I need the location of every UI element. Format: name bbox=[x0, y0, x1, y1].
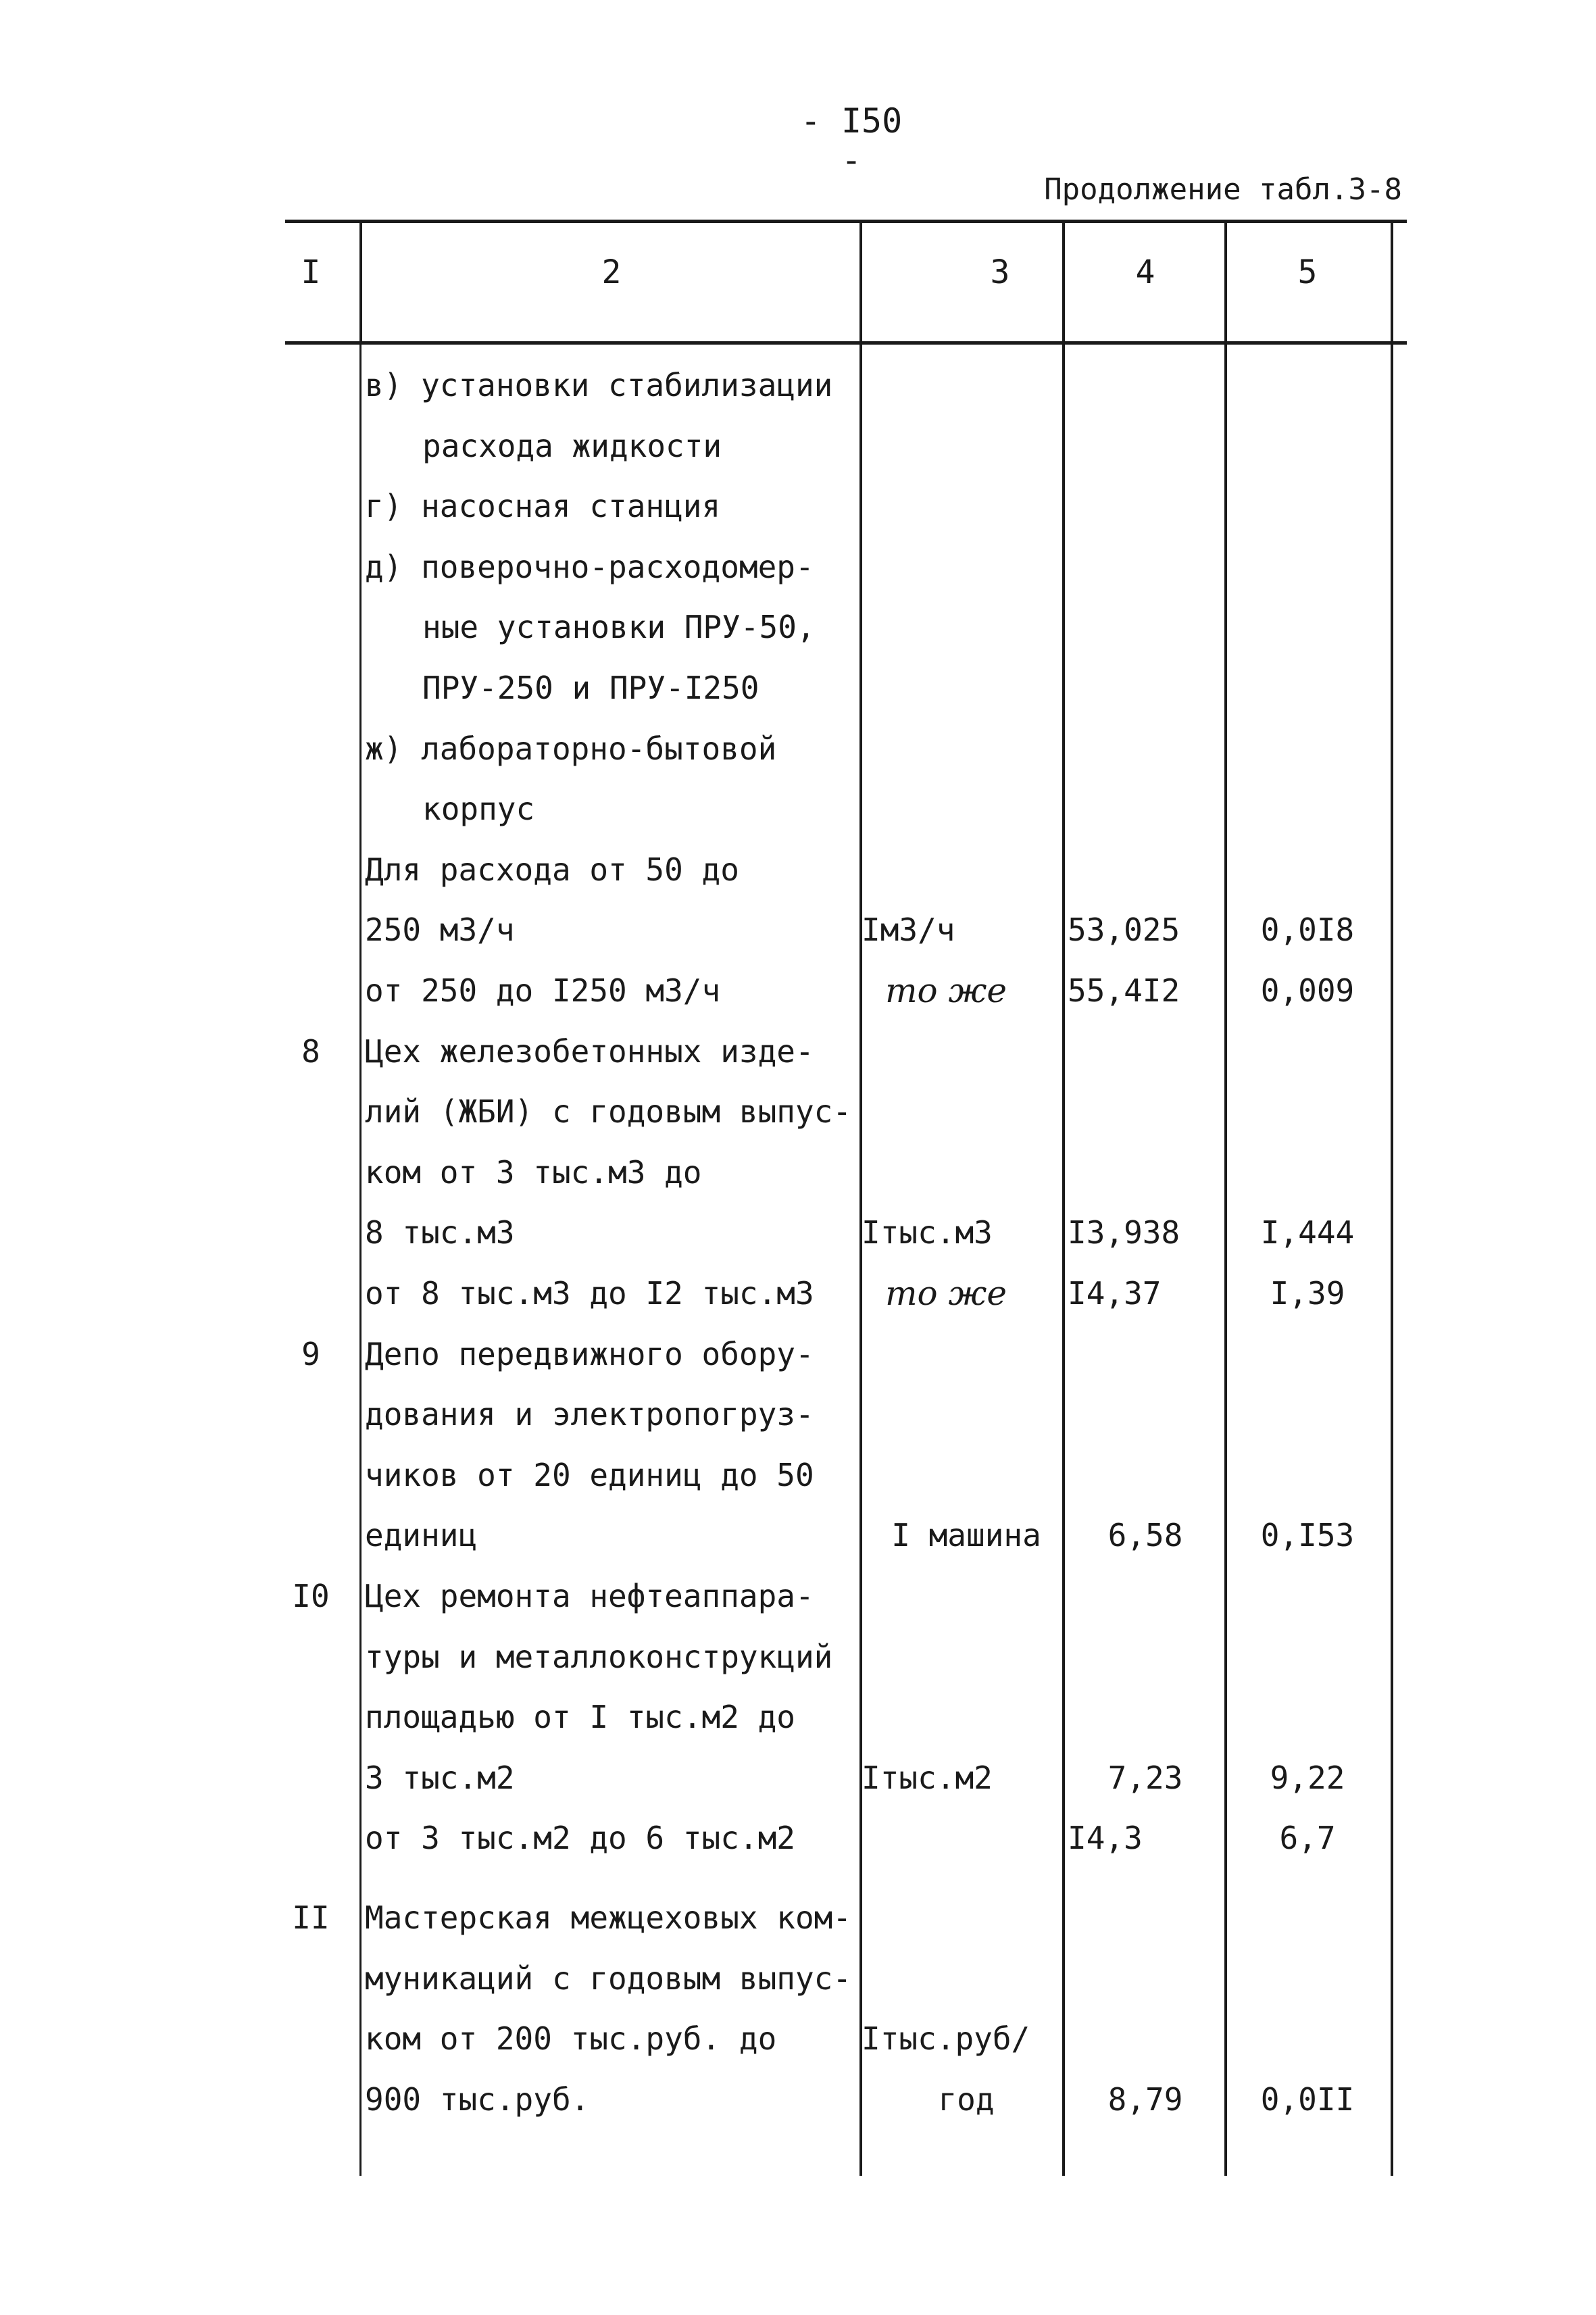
table-cell-description: чиков от 20 единиц до 50 bbox=[365, 1457, 814, 1493]
table-cell-description: ком от 200 тыс.руб. до bbox=[365, 2020, 777, 2057]
table-cell-description: Цех ремонта нефтеаппара- bbox=[365, 1578, 814, 1614]
table-cell-value-4: I4,3 bbox=[1068, 1820, 1143, 1856]
table-cell-description: лий (ЖБИ) с годовым выпус- bbox=[365, 1093, 852, 1130]
table-cell-unit: Iтыс.руб/ bbox=[862, 2020, 1030, 2057]
table-cell-value-5: 6,7 bbox=[1279, 1820, 1336, 1856]
table-cell-description: 900 тыс.руб. bbox=[365, 2081, 590, 2118]
table-cell-value-4: 55,4I2 bbox=[1068, 972, 1180, 1009]
table-cell-description: от 250 до I250 м3/ч bbox=[365, 972, 721, 1009]
table-cell-description: 8 тыс.м3 bbox=[365, 1214, 515, 1251]
table-cell-value-5: 0,009 bbox=[1260, 972, 1355, 1009]
table-cell-description: от 3 тыс.м2 до 6 тыс.м2 bbox=[365, 1820, 795, 1856]
table-cell-description: ПРУ-250 и ПРУ-I250 bbox=[422, 670, 759, 706]
table-cell-value-4: 6,58 bbox=[1107, 1517, 1183, 1553]
table-cell-value-5: 0,0II bbox=[1260, 2081, 1355, 2118]
column-divider-2 bbox=[859, 223, 862, 2176]
table-header-rule bbox=[285, 341, 1407, 345]
column-divider-3 bbox=[1062, 223, 1065, 2176]
table-caption: Продолжение табл.3-8 bbox=[1044, 172, 1402, 207]
table-cell-description: туры и металлоконструкций bbox=[365, 1639, 833, 1675]
table-cell-number: II bbox=[292, 1899, 330, 1936]
table-cell-number: I0 bbox=[292, 1578, 330, 1614]
table-cell-description: 250 м3/ч bbox=[365, 912, 515, 948]
column-divider-4 bbox=[1224, 223, 1227, 2176]
table-cell-description: 3 тыс.м2 bbox=[365, 1760, 515, 1796]
table-cell-description: ж) лабораторно-бытовой bbox=[365, 730, 777, 767]
table-cell-value-5: 9,22 bbox=[1270, 1760, 1345, 1796]
table-cell-unit: Iтыс.м2 bbox=[862, 1760, 993, 1796]
table-cell-unit: I машина bbox=[891, 1517, 1041, 1553]
column-divider-5 bbox=[1391, 223, 1393, 2176]
table-cell-value-5: 0,I53 bbox=[1260, 1517, 1355, 1553]
table-cell-value-4: 53,025 bbox=[1068, 912, 1180, 948]
table-cell-unit: год bbox=[938, 2081, 995, 2118]
column-header-3: 3 bbox=[990, 253, 1010, 291]
table-cell-description: площадью от I тыс.м2 до bbox=[365, 1699, 795, 1735]
table-top-rule bbox=[285, 220, 1407, 223]
table-cell-description: ные установки ПРУ-50, bbox=[422, 609, 816, 645]
table-cell-description: Цех железобетонных изде- bbox=[365, 1033, 814, 1070]
table-cell-description: г) насосная станция bbox=[365, 488, 721, 524]
table-cell-value-4: 7,23 bbox=[1107, 1760, 1183, 1796]
table-cell-value-5: 0,0I8 bbox=[1260, 912, 1355, 948]
table-cell-description: единиц bbox=[365, 1517, 478, 1553]
table-cell-description: в) установки стабилизации bbox=[365, 367, 833, 403]
table-cell-value-4: 8,79 bbox=[1107, 2081, 1183, 2118]
table-cell-description: Мастерская межцеховых ком- bbox=[365, 1899, 852, 1936]
table-cell-description: Депо передвижного обору- bbox=[365, 1336, 814, 1372]
table-cell-description: от 8 тыс.м3 до I2 тыс.м3 bbox=[365, 1275, 814, 1312]
table-cell-description: ком от 3 тыс.м3 до bbox=[365, 1154, 702, 1191]
table-cell-description: корпус bbox=[422, 791, 535, 827]
column-header-4: 4 bbox=[1135, 253, 1155, 291]
table-cell-description: расхода жидкости bbox=[422, 428, 722, 464]
table-cell-value-4: I4,37 bbox=[1068, 1275, 1162, 1312]
table-cell-value-5: I,444 bbox=[1260, 1214, 1355, 1251]
table-cell-unit: Iм3/ч bbox=[862, 912, 955, 948]
table-cell-value-4: I3,938 bbox=[1068, 1214, 1180, 1251]
table-cell-unit: то же bbox=[885, 971, 1007, 1010]
table-cell-value-5: I,39 bbox=[1270, 1275, 1345, 1312]
table-cell-description: д) поверочно-расходомер- bbox=[365, 549, 814, 585]
table-cell-description: дования и электропогруз- bbox=[365, 1396, 814, 1433]
table-cell-unit: Iтыс.м3 bbox=[862, 1214, 993, 1251]
table-cell-description: муникаций с годовым выпус- bbox=[365, 1960, 852, 1997]
column-divider-1 bbox=[359, 223, 362, 341]
column-header-2: 2 bbox=[601, 253, 622, 291]
page-number: - I50 - bbox=[800, 101, 903, 180]
table-cell-description: Для расхода от 50 до bbox=[365, 851, 739, 888]
table-cell-unit: то же bbox=[885, 1274, 1007, 1313]
column-header-1: I bbox=[301, 253, 321, 291]
table-cell-number: 9 bbox=[301, 1336, 320, 1372]
column-divider-1-body bbox=[359, 345, 361, 2176]
table-cell-number: 8 bbox=[301, 1033, 320, 1070]
column-header-5: 5 bbox=[1297, 253, 1318, 291]
